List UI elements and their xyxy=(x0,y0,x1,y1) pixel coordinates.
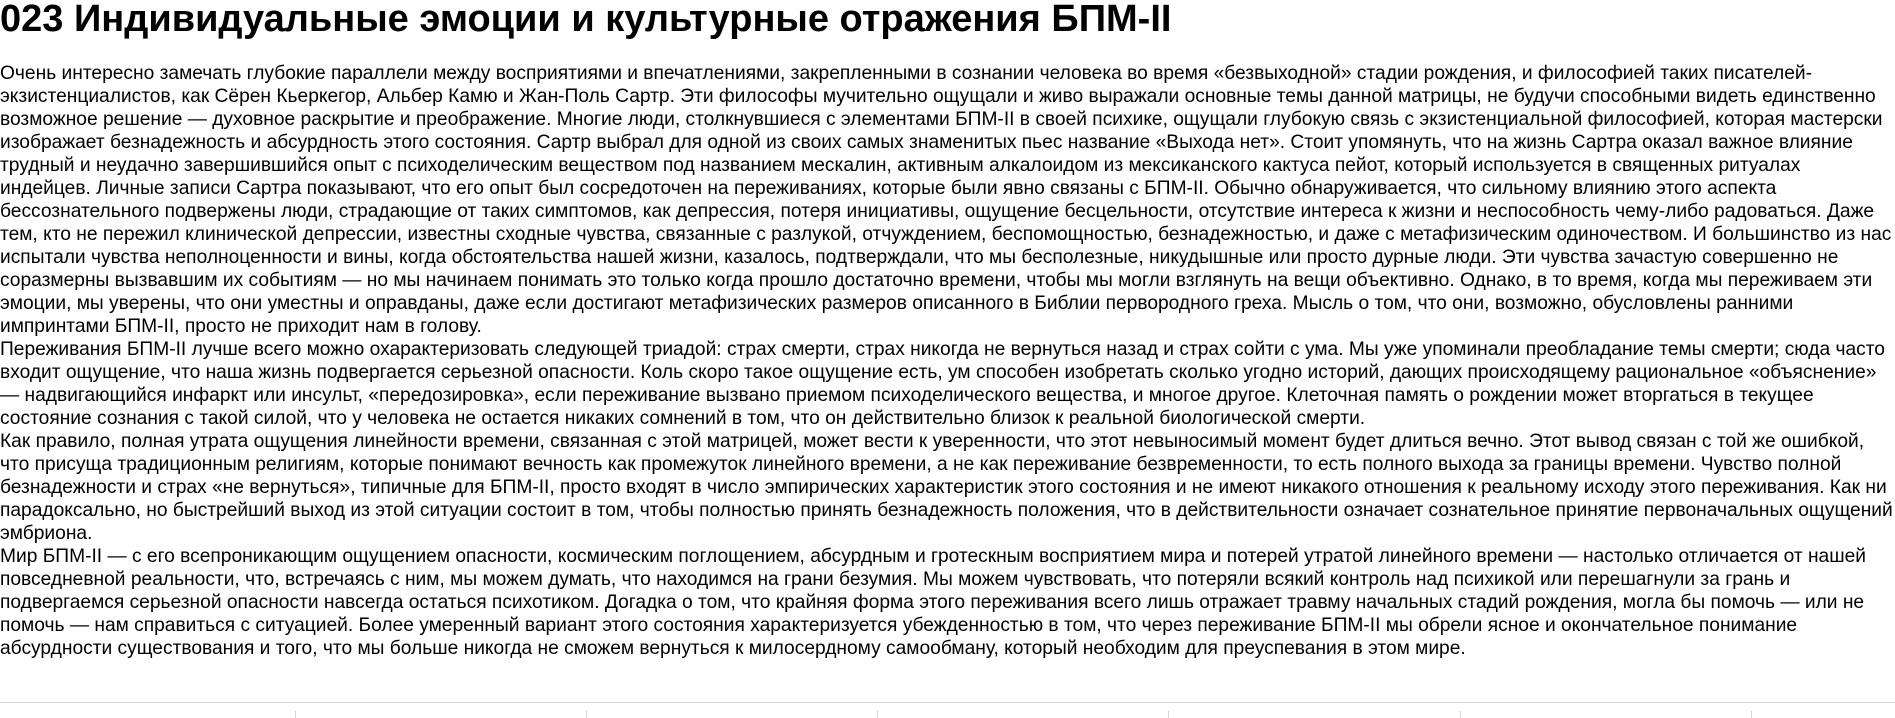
article-body xyxy=(0,62,1895,660)
paragraph-2: Переживания БПМ-II лучше всего можно охарактеризовать следующей триадой: страх смерти, страх никогда не вернуться назад и страх сойти с ума. Мы уже упоминали преобладание темы смерти; сюда часто входит ощущение, что наша жизнь подвергается серьезной опасности. Коль скоро такое ощущение есть, ум способен изобретать сколько угодно историй, дающих происходящему рациональное «объяснение» — надвигающийся инфаркт или инсульт, «передозировка», если переживание вызвано приемом психоделического вещества, и многое другое. Клеточная память о рождении может вторгаться в текущее состояние сознания с такой силой, что у человека не остается никаких сомнений в том, что он действительно близок к реальной биологической смерти. xyxy=(0,339,1885,429)
footer-bar xyxy=(0,702,1895,716)
paragraph-1: Очень интересно замечать глубокие параллели между восприятиями и впечатлениями, закрепленными в сознании человека во время «безвыходной» стадии рождения, и философией таких писателей-экзистенциалистов, как Сёрен Кьеркегор, Альбер Камю и Жан-Поль Сартр. Эти философы мучительно ощущали и живо выражали основные темы данной матрицы, не будучи способными видеть единственно возможное решение — духовное раскрытие и преображение. Многие люди, столкнувшиеся с элементами БПМ-II в своей психике, ощущали глубокую связь с экзистенциальной философией, которая мастерски изображает безнадежность и абсурдность этого состояния. Сартр выбрал для одной из своих самых знаменитых пьес название «Выхода нет». Стоит упомянуть, что на жизнь Сартра оказал важное влияние трудный и неудачно завершившийся опыт с психоделическим веществом под названием мескалин, активным алкалоидом из мексиканского кактуса пейот, который используется в священных ритуалах индейцев. Личные записи Сартра показывают, что его опыт был сосредоточен на переживаниях, которые были явно связаны с БПМ-II. Обычно обнаруживается, что сильному влиянию этого аспекта бессознательного подвержены люди, страдающие от таких симптомов, как депрессия, потеря инициативы, ощущение бесцельности, отсутствие интереса к жизни и неспособность чему-либо радоваться. Даже тем, кто не пережил клинической депрессии, известны сходные чувства, связанные с разлукой, отчуждением, беспомощностью, безнадежностью, и даже с метафизическим одиночеством. И большинство из нас испытали чувства неполноценности и вины, когда обстоятельства нашей жизни, казалось, подтверждали, что мы бесполезные, никудышные или просто дурные люди. Эти чувства зачастую совершенно не соразмерны вызвавшим их событиям — но мы начинаем понимать это только когда прошло достаточно времени, чтобы мы могли взглянуть на вещи объективно. Однако, в то время, когда мы переживаем эти эмоции, мы уверены, что они уместны и оправданы, даже если достигают метафизических размеров описанного в Библии первородного греха. Мысль о том, что они, возможно, обусловлены ранними импринтами БПМ-II, просто не приходит нам в голову. xyxy=(0,63,1892,337)
page-title: 023 Индивидуальные эмоции и культурные отражения БПМ-II xyxy=(0,0,1172,40)
paragraph-4: Мир БПМ-II — с его всепроникающим ощущением опасности, космическим поглощением, абсурдным и гротескным восприятием мира и потерей утратой линейного времени — настолько отличается от нашей повседневной реальности, что, встречаясь с ним, мы можем думать, что находимся на грани безумия. Мы можем чувствовать, что потеряли всякий контроль над психикой или перешагнули за грань и подвергаемся серьезной опасности навсегда остаться психотиком. Догадка о том, что крайняя форма этого переживания всего лишь отражает травму начальных стадий рождения, могла бы помочь — или не помочь — нам справиться с ситуацией. Более умеренный вариант этого состояния характеризуется убежденностью в том, что через переживание БПМ-II мы обрели ясное и окончательное понимание абсурдности существования и того, что мы больше никогда не сможем вернуться к милосердному самообману, который необходим для преуспевания в этом мире. xyxy=(0,546,1866,659)
paragraph-3: Как правило, полная утрата ощущения линейности времени, связанная с этой матрицей, может вести к уверенности, что этот невыносимый момент будет длиться вечно. Этот вывод связан с той же ошибкой, что присуща традиционным религиям, которые понимают вечность как промежуток линейного времени, а не как переживание безвременности, то есть полного выхода за границы времени. Чувство полной безнадежности и страх «не вернуться», типичные для БПМ-II, просто входят в число эмпирических характеристик этого состояния и не имеют никакого отношения к реальному исходу этого переживания. Как ни парадоксально, но быстрейший выход из этой ситуации состоит в том, чтобы полностью принять безнадежность положения, что в действительности означает сознательное принятие первоначальных ощущений эмбриона. xyxy=(0,431,1893,544)
